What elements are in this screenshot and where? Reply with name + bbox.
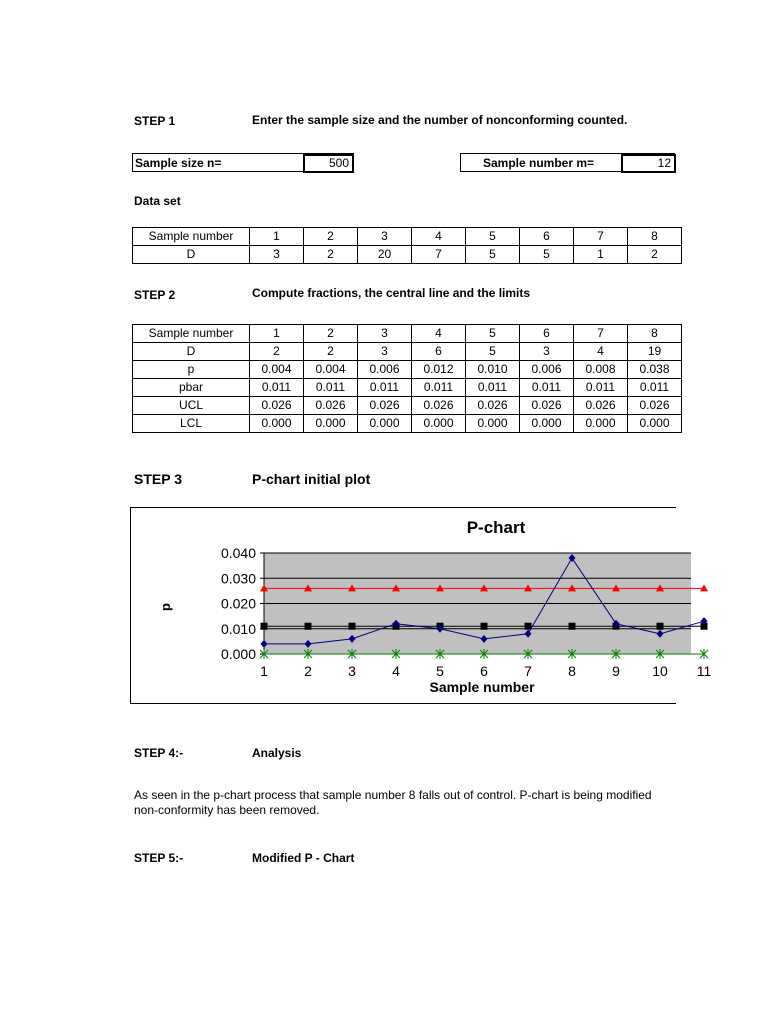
- table-cell: 0.026: [574, 397, 628, 415]
- table-cell: 0.026: [250, 397, 304, 415]
- x-axis-label: Sample number: [429, 679, 535, 695]
- table-row: [133, 246, 682, 264]
- sample-size-input[interactable]: 500: [303, 154, 354, 173]
- sample-number-input[interactable]: 12: [621, 154, 676, 173]
- step1-instructions: Enter the sample size and the number of nonconforming counted.: [252, 113, 628, 127]
- x-tick-label: 8: [568, 663, 576, 679]
- table-cell: 7: [412, 246, 466, 264]
- table-cell: 2: [304, 343, 358, 361]
- step3-title: P-chart initial plot: [252, 471, 371, 487]
- table-cell: 3: [358, 343, 412, 361]
- table-cell: 0.011: [574, 379, 628, 397]
- table-cell: 1: [250, 325, 304, 343]
- table-cell: 1: [574, 246, 628, 264]
- table-header-cell: Sample number: [133, 228, 250, 246]
- table-cell: 0.026: [466, 397, 520, 415]
- p-chart: [131, 508, 712, 705]
- table-cell: 6: [520, 325, 574, 343]
- table-cell: 0.000: [358, 415, 412, 433]
- table-cell: 8: [628, 325, 682, 343]
- step4-label: STEP 4:-: [134, 746, 184, 760]
- data-point-square: [261, 623, 268, 630]
- table-cell: 0.000: [250, 415, 304, 433]
- table-cell: 3: [358, 228, 412, 246]
- table-cell: 0.000: [304, 415, 358, 433]
- table-cell: 6: [412, 343, 466, 361]
- data-set-table: [132, 227, 682, 264]
- table-row: [133, 325, 682, 343]
- table-cell: 0.004: [304, 361, 358, 379]
- data-point-square: [481, 623, 488, 630]
- table-cell: 4: [574, 343, 628, 361]
- table-cell: 0.026: [304, 397, 358, 415]
- analysis-text-line1: As seen in the p-chart process that sample number 8 falls out of control. P-chart is being modified: [134, 788, 652, 802]
- data-set-title: Data set: [134, 194, 181, 208]
- table-cell: 5: [520, 246, 574, 264]
- table-cell: 3: [520, 343, 574, 361]
- table-cell: 0.010: [466, 361, 520, 379]
- sample-number-row: [460, 153, 675, 172]
- x-tick-label: 1: [260, 663, 268, 679]
- table-cell: 0.006: [520, 361, 574, 379]
- y-tick-label: 0.040: [220, 545, 256, 561]
- sample-size-row: [132, 153, 354, 172]
- table-row: [133, 397, 682, 415]
- table-cell: 7: [574, 325, 628, 343]
- table-row: [133, 379, 682, 397]
- table-cell: 0.026: [628, 397, 682, 415]
- table-cell: 0.026: [412, 397, 466, 415]
- table-cell: 3: [250, 246, 304, 264]
- table-cell: 0.038: [628, 361, 682, 379]
- data-point-square: [657, 623, 664, 630]
- table-cell: 0.011: [520, 379, 574, 397]
- table-header-cell: LCL: [133, 415, 250, 433]
- table-header-cell: D: [133, 343, 250, 361]
- table-cell: 2: [628, 246, 682, 264]
- table-cell: 0.011: [250, 379, 304, 397]
- step1-label: STEP 1: [134, 114, 176, 128]
- y-tick-label: 0.010: [220, 620, 256, 637]
- table-cell: 6: [520, 228, 574, 246]
- table-cell: 0.011: [412, 379, 466, 397]
- table-cell: 0.011: [466, 379, 520, 397]
- table-cell: 1: [250, 228, 304, 246]
- sample-number-label: Sample number m=: [483, 156, 595, 170]
- x-tick-label: 4: [392, 663, 400, 679]
- data-point-square: [305, 623, 312, 630]
- table-cell: 7: [574, 228, 628, 246]
- computed-limits-table: [132, 324, 682, 433]
- y-tick-label: 0.020: [220, 595, 256, 612]
- table-cell: 19: [628, 343, 682, 361]
- y-tick-label: 0.030: [220, 570, 256, 587]
- sample-size-label: Sample size n=: [135, 156, 222, 170]
- table-row: [133, 361, 682, 379]
- table-cell: 4: [412, 325, 466, 343]
- table-cell: 8: [628, 228, 682, 246]
- table-header-cell: D: [133, 246, 250, 264]
- data-point-square: [349, 623, 356, 630]
- y-axis-label: p: [158, 603, 173, 611]
- step2-instructions: Compute fractions, the central line and the limits: [252, 286, 531, 300]
- table-header-cell: p: [133, 361, 250, 379]
- analysis-text-line2: non-conformity has been removed.: [134, 803, 320, 817]
- table-cell: 2: [250, 343, 304, 361]
- data-point-square: [569, 623, 576, 630]
- x-tick-label: 7: [524, 663, 532, 679]
- table-cell: 5: [466, 343, 520, 361]
- table-cell: 5: [466, 228, 520, 246]
- x-tick-label: 11: [696, 663, 712, 679]
- step5-title: Modified P - Chart: [252, 851, 355, 865]
- table-cell: 0.000: [628, 415, 682, 433]
- x-tick-label: 5: [436, 663, 444, 679]
- table-cell: 2: [304, 325, 358, 343]
- table-cell: 0.011: [304, 379, 358, 397]
- table-cell: 0.026: [520, 397, 574, 415]
- table-cell: 0.011: [358, 379, 412, 397]
- table-cell: 0.000: [574, 415, 628, 433]
- table-cell: 0.026: [358, 397, 412, 415]
- x-tick-label: 3: [348, 663, 356, 679]
- table-row: [133, 343, 682, 361]
- table-cell: 0.011: [628, 379, 682, 397]
- table-cell: 2: [304, 246, 358, 264]
- table-cell: 20: [358, 246, 412, 264]
- table-cell: 0.004: [250, 361, 304, 379]
- table-cell: 5: [466, 325, 520, 343]
- p-chart-frame: [130, 507, 712, 704]
- step3-label: STEP 3: [134, 471, 182, 487]
- chart-title: P-chart: [466, 518, 526, 537]
- table-row: [133, 415, 682, 433]
- table-header-cell: UCL: [133, 397, 250, 415]
- table-cell: 4: [412, 228, 466, 246]
- table-cell: 2: [304, 228, 358, 246]
- table-row: [133, 228, 682, 246]
- table-header-cell: pbar: [133, 379, 250, 397]
- x-tick-label: 6: [480, 663, 488, 679]
- y-tick-label: 0.000: [220, 646, 256, 662]
- table-cell: 0.012: [412, 361, 466, 379]
- table-cell: 0.000: [520, 415, 574, 433]
- table-cell: 0.000: [412, 415, 466, 433]
- table-cell: 0.008: [574, 361, 628, 379]
- data-point-triangle: [700, 584, 708, 591]
- table-cell: 0.006: [358, 361, 412, 379]
- table-cell: 0.000: [466, 415, 520, 433]
- table-header-cell: Sample number: [133, 325, 250, 343]
- step2-label: STEP 2: [134, 288, 176, 302]
- step5-label: STEP 5:-: [134, 851, 184, 865]
- table-cell: 5: [466, 246, 520, 264]
- step4-title: Analysis: [252, 746, 302, 760]
- x-tick-label: 2: [304, 663, 312, 679]
- x-tick-label: 10: [652, 663, 668, 679]
- x-tick-label: 9: [612, 663, 620, 679]
- table-cell: 3: [358, 325, 412, 343]
